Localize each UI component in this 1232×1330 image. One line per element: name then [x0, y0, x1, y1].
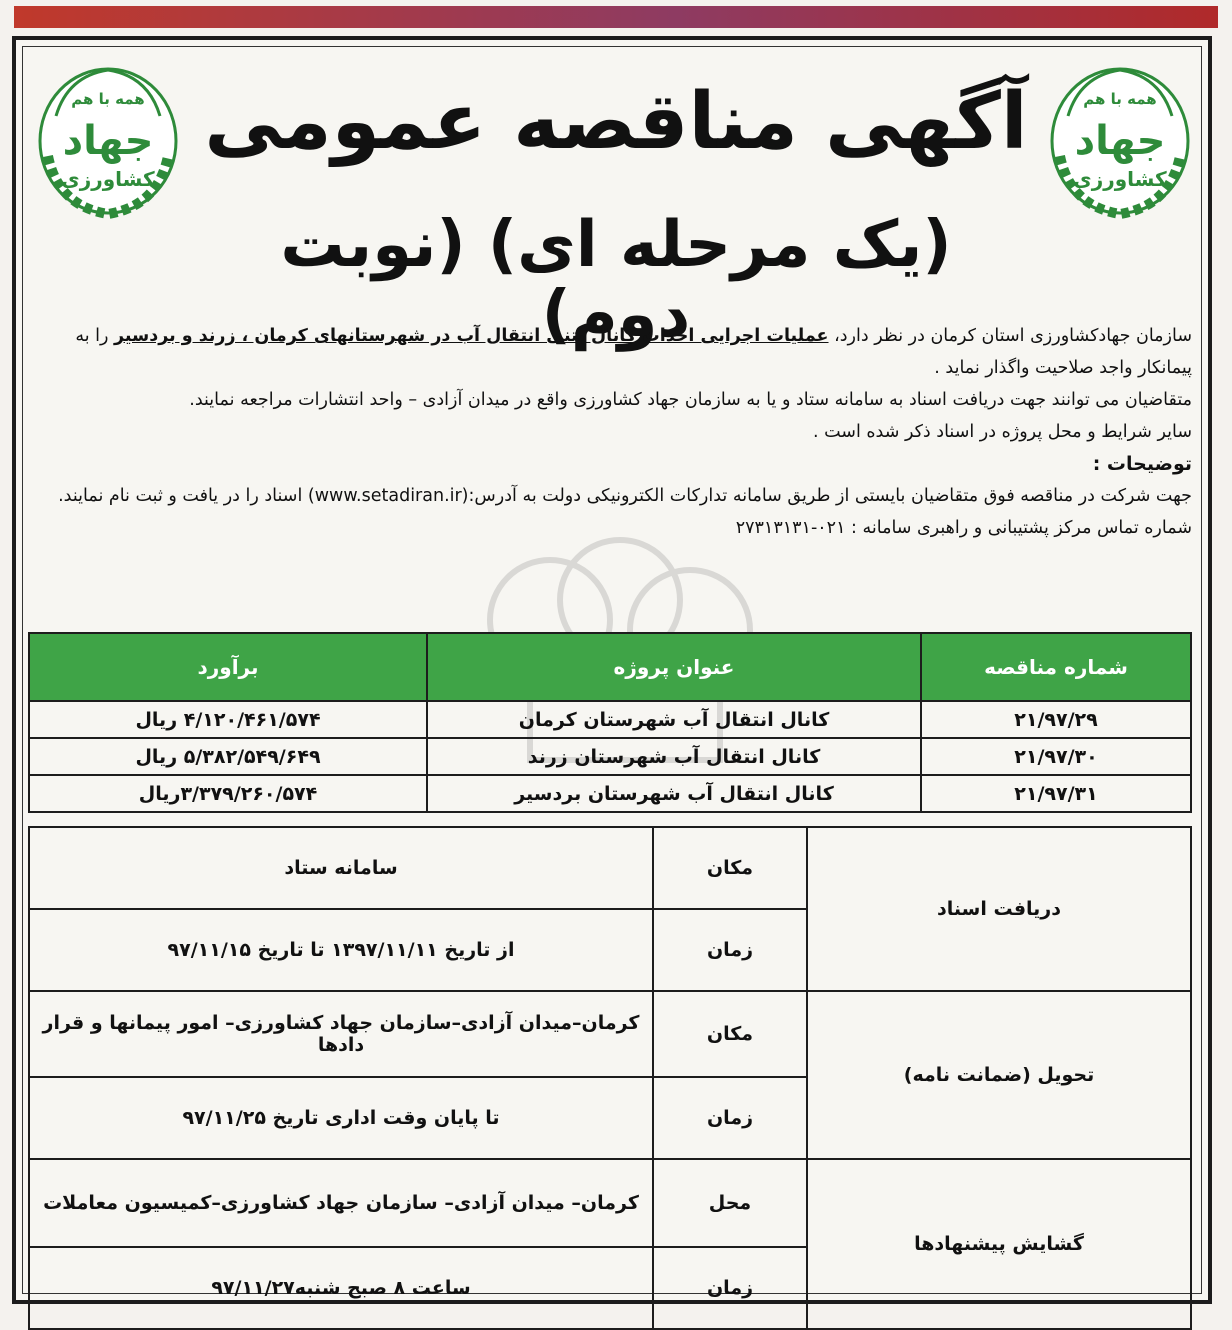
notice-subtitle: (یک مرحله ای) (نوبت دوم): [280, 208, 952, 353]
intro-project-title: عملیات اجرایی احداث کانال بتنی انتقال آب در شهرستانهای کرمان ، زرند و بردسیر: [114, 326, 829, 346]
opening-place: کرمان– میدان آزادی– سازمان جهاد کشاورزی–کمیسیون معاملات: [29, 1159, 653, 1247]
col-header-estimate: برآورد: [29, 633, 427, 701]
logo-main-text: جهاد: [62, 118, 154, 164]
schedule-table: [28, 826, 1192, 1330]
logo-bottom-text: کشاورزی: [1073, 167, 1167, 191]
project-title: کانال انتقال آب شهرستان کرمان: [427, 701, 921, 738]
delivery-time-label: زمان: [653, 1077, 807, 1159]
jahad-logo-left: [28, 46, 188, 226]
intro-line2: متقاضیان می توانند جهت دریافت اسناد به سامانه ستاد و یا به سازمان جهاد کشاورزی واقع در میدان آزادی – واحد انتشارات مراجعه نمایند.: [189, 390, 1192, 410]
top-color-strip: [14, 6, 1218, 28]
delivery-place-label: مکان: [653, 991, 807, 1077]
opening-time: ساعت ۸ صبح شنبه۹۷/۱۱/۲۷: [29, 1247, 653, 1329]
project-estimate: ۳/۳۷۹/۲۶۰/۵۷۴ریال: [29, 775, 427, 812]
intro-paragraph: [32, 320, 1192, 384]
tender-number: ۲۱/۹۷/۲۹: [921, 701, 1191, 738]
phone-number: ۰۲۱-۲۷۳۱۳۱۳۱: [735, 518, 846, 538]
col-header-title: عنوان پروژه: [427, 633, 921, 701]
website-link[interactable]: (www.setadiran.ir): [307, 486, 469, 506]
doc-receipt-place: سامانه ستاد: [29, 827, 653, 909]
table-row: [29, 1159, 1191, 1247]
notes-heading: توضیحات :: [1092, 453, 1192, 475]
project-estimate: ۵/۳۸۲/۵۴۹/۶۴۹ ریال: [29, 738, 427, 775]
tender-number: ۲۱/۹۷/۳۱: [921, 775, 1191, 812]
notice-title: آگهی مناقصه عمومی: [204, 77, 1028, 167]
doc-receipt-time-label: زمان: [653, 909, 807, 991]
projects-table-header-row: [29, 633, 1191, 701]
logo-top-text: همه با هم: [71, 90, 145, 108]
table-row: [29, 738, 1191, 775]
intro-part1: سازمان جهادکشاورزی استان کرمان در نظر دارد،: [828, 326, 1192, 346]
delivery-place: کرمان–میدان آزادی–سازمان جهاد کشاورزی– امور پیمانها و قرار دادها: [29, 991, 653, 1077]
project-title: کانال انتقال آب شهرستان زرند: [427, 738, 921, 775]
tender-number: ۲۱/۹۷/۳۰: [921, 738, 1191, 775]
intro-part2: را به پیمانکار واجد صلاحیت واگذار نماید .: [75, 326, 1192, 378]
table-row: [29, 991, 1191, 1077]
project-title: کانال انتقال آب شهرستان بردسیر: [427, 775, 921, 812]
table-row: [29, 701, 1191, 738]
doc-receipt-time: از تاریخ ۱۳۹۷/۱۱/۱۱ تا تاریخ ۹۷/۱۱/۱۵: [29, 909, 653, 991]
delivery-label: تحویل (ضمانت نامه): [807, 991, 1191, 1159]
table-row: [29, 827, 1191, 909]
notes-line1: [32, 480, 1192, 512]
intro-line3: سایر شرایط و محل پروژه در اسناد ذکر شده است .: [812, 422, 1192, 442]
notes-line1-b: اسناد را در یافت و ثبت نام نمایند.: [58, 486, 308, 506]
col-header-number: شماره مناقصه: [921, 633, 1191, 701]
logo-bottom-text: کشاورزی: [61, 167, 155, 191]
projects-table: [28, 632, 1192, 813]
opening-place-label: محل: [653, 1159, 807, 1247]
notes-line1-a: جهت شرکت در مناقصه فوق متقاضیان بایستی از طریق سامانه تدارکات الکترونیکی دولت به آدرس:: [468, 486, 1192, 506]
doc-receipt-place-label: مکان: [653, 827, 807, 909]
project-estimate: ۴/۱۲۰/۴۶۱/۵۷۴ ریال: [29, 701, 427, 738]
opening-label: گشایش پیشنهادها: [807, 1159, 1191, 1329]
table-row: [29, 775, 1191, 812]
jahad-logo-right: [1040, 46, 1200, 226]
phone-label: شماره تماس مرکز پشتیبانی و راهبری سامانه :: [845, 518, 1192, 538]
jahad-logo-icon: [28, 46, 188, 226]
notice-body: [32, 320, 1192, 544]
doc-receipt-label: دریافت اسناد: [807, 827, 1191, 991]
notes-phone-line: [32, 512, 1192, 544]
logo-top-text: همه با هم: [1083, 90, 1157, 108]
logo-main-text: جهاد: [1074, 118, 1166, 164]
opening-time-label: زمان: [653, 1247, 807, 1329]
delivery-time: تا پایان وقت اداری تاریخ ۹۷/۱۱/۲۵: [29, 1077, 653, 1159]
jahad-logo-icon: [1040, 46, 1200, 226]
